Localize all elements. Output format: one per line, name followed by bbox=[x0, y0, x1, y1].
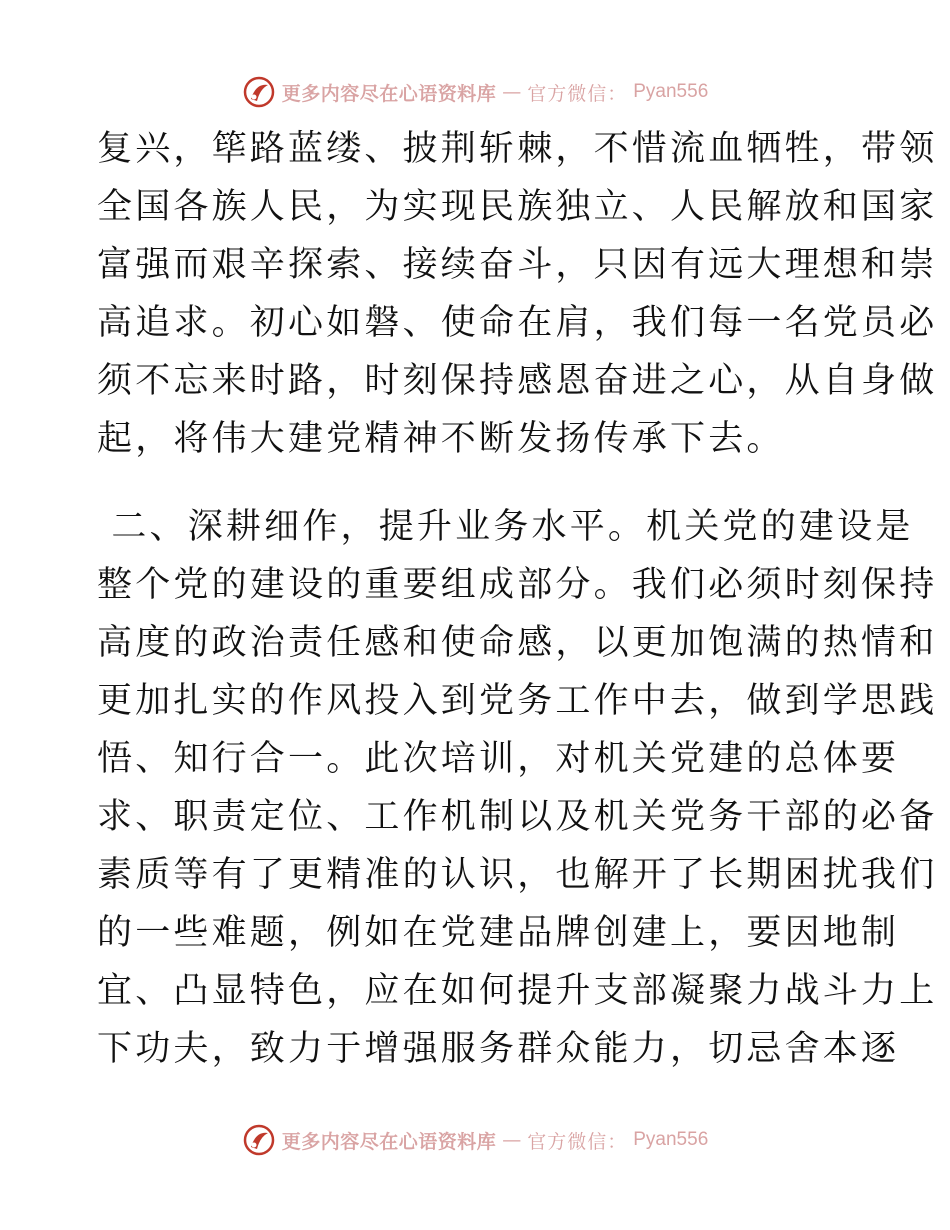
footer-watermark bbox=[0, 1120, 950, 1160]
text-line: 求、职责定位、工作机制以及机关党务干部的必备 bbox=[97, 797, 938, 837]
text-line: 富强而艰辛探索、接续奋斗，只因有远大理想和崇 bbox=[97, 245, 938, 285]
text-line: 起，将伟大建党精神不断发扬传承下去。 bbox=[97, 419, 785, 459]
text-line: 宜、凸显特色，应在如何提升支部凝聚力战斗力上 bbox=[97, 971, 938, 1011]
header-watermark bbox=[0, 72, 950, 112]
watermark-wechat-id: Pyan556 bbox=[633, 81, 709, 102]
watermark-text: 更多内容尽在心语资料库 bbox=[281, 1130, 497, 1153]
text-line: 素质等有了更精准的认识，也解开了长期困扰我们 bbox=[97, 855, 938, 895]
logo-icon bbox=[242, 75, 276, 109]
text-line: 更加扎实的作风投入到党务工作中去，做到学思践 bbox=[97, 681, 938, 721]
text-line: 整个党的建设的重要组成部分。我们必须时刻保持 bbox=[97, 565, 938, 605]
watermark-wechat-label: 官方微信： bbox=[527, 82, 628, 105]
watermark-wechat-id: Pyan556 bbox=[633, 1129, 709, 1150]
paragraph-1 bbox=[97, 120, 938, 468]
text-line: 全国各族人民，为实现民族独立、人民解放和国家 bbox=[97, 187, 938, 227]
paragraph-gap bbox=[97, 468, 857, 498]
logo-icon bbox=[242, 1123, 276, 1157]
watermark-text: 更多内容尽在心语资料库 bbox=[281, 82, 497, 105]
watermark-wechat-label: 官方微信： bbox=[527, 1130, 628, 1153]
watermark-dash: — bbox=[502, 1129, 522, 1151]
document-body bbox=[97, 120, 938, 1078]
text-line: 高追求。初心如磐、使命在肩，我们每一名党员必 bbox=[97, 303, 938, 343]
text-line: 须不忘来时路，时刻保持感恩奋进之心，从自身做 bbox=[97, 361, 938, 401]
text-line: 二、深耕细作，提升业务水平。机关党的建设是 bbox=[97, 507, 914, 547]
text-line: 下功夫，致力于增强服务群众能力，切忌舍本逐 bbox=[97, 1029, 900, 1069]
text-line: 悟、知行合一。此次培训，对机关党建的总体要 bbox=[97, 739, 900, 779]
paragraph-2 bbox=[97, 498, 938, 1078]
text-line: 高度的政治责任感和使命感，以更加饱满的热情和 bbox=[97, 623, 938, 663]
text-line: 复兴，筚路蓝缕、披荆斩棘，不惜流血牺牲，带领 bbox=[97, 129, 938, 169]
watermark-dash: — bbox=[502, 81, 522, 103]
text-line: 的一些难题，例如在党建品牌创建上，要因地制 bbox=[97, 913, 900, 953]
